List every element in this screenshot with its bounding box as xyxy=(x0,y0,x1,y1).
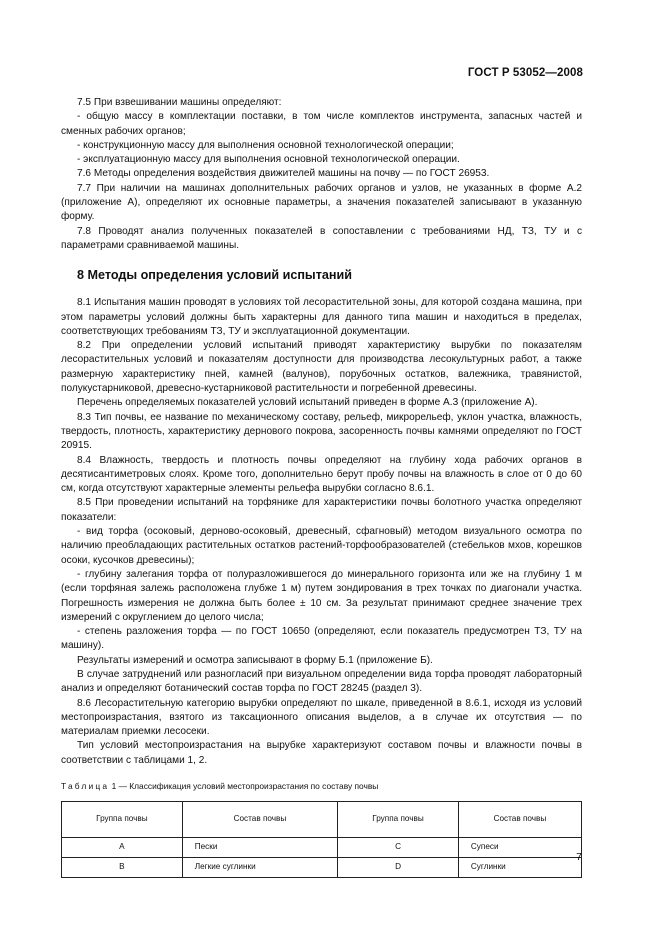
soil-classification-table xyxy=(61,801,582,878)
table-cell: Супеси xyxy=(458,838,581,858)
paragraph: Тип условий местопроизрастания на вырубке характеризуют составом почвы и влажности почвы в соответствии с таблицами 1, 2. xyxy=(61,740,582,766)
list-item: - конструкционную массу для выполнения основной технологической операции; xyxy=(77,139,454,151)
paragraph: Результаты измерений и осмотра записывают в форму Б.1 (приложение Б). xyxy=(77,654,433,666)
table-caption xyxy=(61,781,582,792)
table-cell: С xyxy=(338,838,459,858)
column-header: Группа почвы xyxy=(338,802,459,838)
paragraph-8-1: 8.1 Испытания машин проводят в условиях той лесорастительной зоны, для которой создана машина, при этом параметры условий должны быть характерны для данного типа машин и находиться в пределах, соответствующих требованиям ТЗ, ТУ и эксплуатационной документации. xyxy=(61,297,582,337)
column-header: Группа почвы xyxy=(62,802,183,838)
section-heading: 8 Методы определения условий испытаний xyxy=(77,268,352,283)
table-cell: Суглинки xyxy=(458,858,581,878)
paragraph-8-4: 8.4 Влажность, твердость и плотность почвы определяют на глубину хода рабочих органов в десятисантиметровых слоях. Кроме того, дополнительно берут пробу почвы на влажность в слое от 0 до 60 см, когда отсутствуют характерные элементы рельефа вырубки согласно 8.6.1. xyxy=(61,454,582,495)
table-cell: D xyxy=(338,858,459,878)
table-cell: В xyxy=(62,858,183,878)
paragraph: В случае затруднений или разногласий при визуальном определении вида торфа проводят лабораторный анализ и определяют ботанический состав торфа по ГОСТ 28245 (раздел 3). xyxy=(61,668,582,695)
paragraph-7-5: 7.5 При взвешивании машины определяют: xyxy=(77,97,282,108)
column-header: Состав почвы xyxy=(458,802,581,838)
paragraph-7-8: 7.8 Проводят анализ полученных показателей в сопоставлении с требованиями НД, ТЗ, ТУ и с параметрами сравниваемой машины. xyxy=(61,225,582,251)
table-cell: Легкие суглинки xyxy=(182,858,337,878)
table-cell: А xyxy=(62,838,183,858)
page-number: 7 xyxy=(576,851,582,863)
page-body xyxy=(61,96,582,878)
list-item: - общую массу в комплектации поставки, в том числе комплектов инструмента, запасных частей и сменных рабочих органов; xyxy=(61,111,582,137)
table-row xyxy=(62,858,582,878)
list-item: - вид торфа (осоковый, дерново-осоковый, древесный, сфагновый) методом визуального осмотра по наличию преобладающих растительных остатков растений-торфообразователей (стебельков мхов, корешков осоки, кусочков древесины); xyxy=(61,526,582,566)
table-header-row xyxy=(62,802,582,838)
paragraph-8-5: 8.5 При проведении испытаний на торфянике для характеристики почвы болотного участка определяют показатели: xyxy=(61,497,582,523)
paragraph-7-6: 7.6 Методы определения воздействия движителей машины на почву — по ГОСТ 26953. xyxy=(77,168,490,180)
paragraph-7-7: 7.7 При наличии на машинах дополнительных рабочих органов и узлов, не указанных в форме А.2 (приложение А), определяют их основные параметры, а значения показателей записывают в указанную форму. xyxy=(61,182,582,223)
paragraph-8-6: 8.6 Лесорастительную категорию вырубки определяют по шкале, приведенной в 8.6.1, исходя из условий местопроизрастания, взятого из таксационного описания выделов, а в случае их отсутствия — по материалам приемки лесосеки. xyxy=(61,697,582,738)
table-row xyxy=(62,838,582,858)
table-cell: Пески xyxy=(182,838,337,858)
table-caption-text: 1 — Классификация условий местопроизрастания по составу почвы xyxy=(111,781,379,792)
document-code: ГОСТ Р 53052—2008 xyxy=(467,67,583,79)
table-caption-label: Таблица xyxy=(61,781,110,792)
column-header: Состав почвы xyxy=(182,802,337,838)
list-item: - глубину залегания торфа от полуразложившегося до минерального горизонта или же на глубину 1 м (если торфяная залежь расположена глубже 1 м) путем зондирования в трех точках по диагонали участка. Погрешность измерения не должна быть более ± 10 см. За результат принимают среднее значение трех измерений с округлением до целого числа; xyxy=(61,568,582,623)
list-item: - эксплуатационную массу для выполнения основной технологической операции. xyxy=(77,154,460,166)
paragraph-8-3: 8.3 Тип почвы, ее название по механическому составу, рельеф, микрорельеф, уклон участка, влажность, твердость, плотность, характеристику дернового покрова, засоренность почвы камнями определяют по ГОСТ 20915. xyxy=(61,411,582,452)
list-item: - степень разложения торфа — по ГОСТ 10650 (определяют, если показатель предусмотрен ТЗ, ТУ на машину). xyxy=(61,626,582,652)
paragraph-8-2: 8.2 При определении условий испытаний приводят характеристику вырубки по показателям лесорастительных условий и показателям доступности для производства лесокультурных работ, а также размерную характеристику пней, камней (валунов), порубочных остатков, валежника, травянистой, полукустарниковой, древесно-кустарниковой растительности и погребенной древесины. xyxy=(61,340,582,395)
paragraph: Перечень определяемых показателей условий испытаний приведен в форме А.3 (приложение А). xyxy=(77,397,538,409)
